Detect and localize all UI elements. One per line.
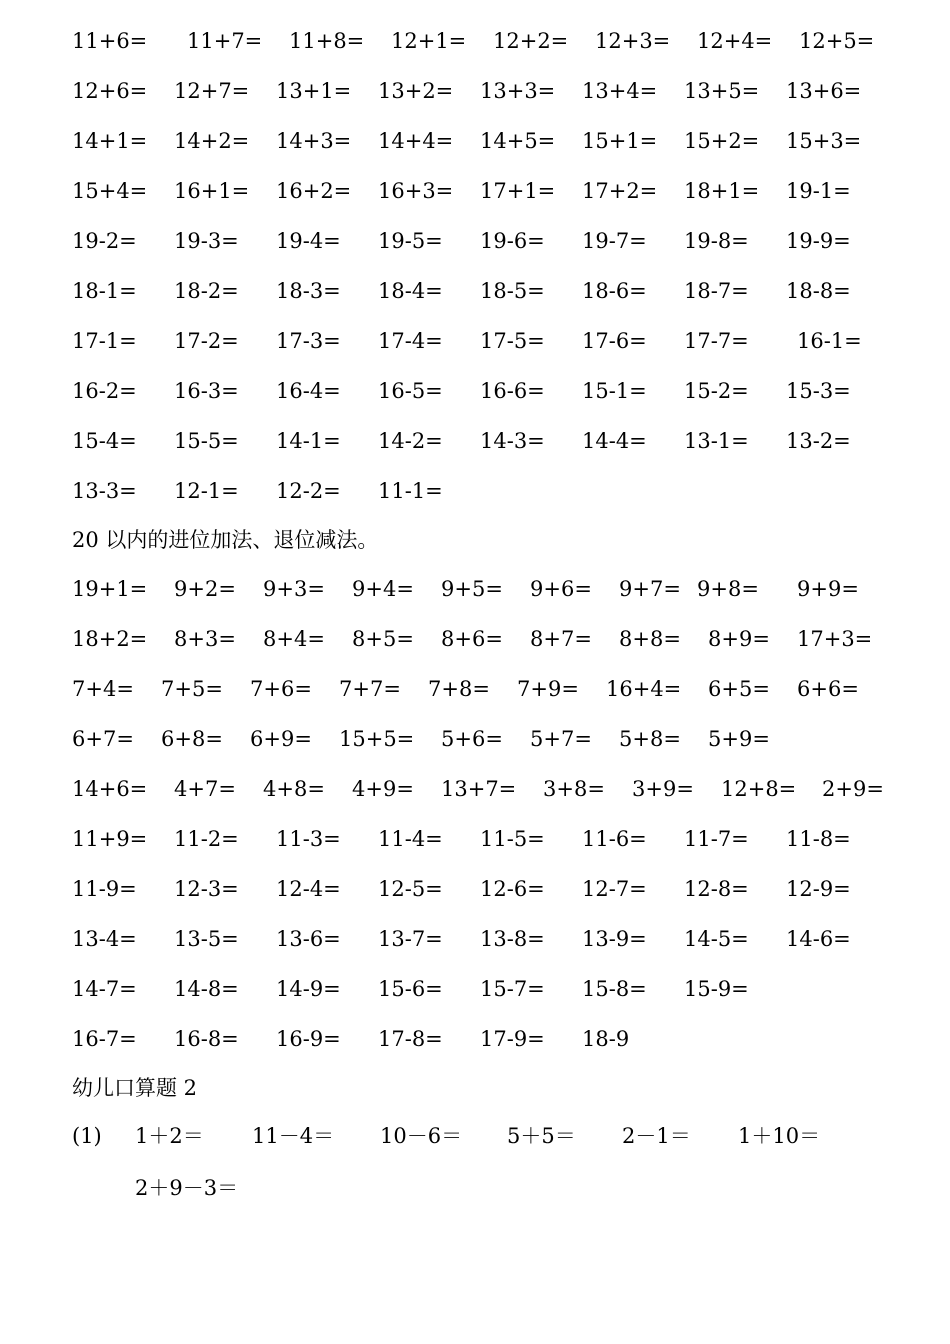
math-problem: 15+1= <box>582 129 658 153</box>
math-problem: 16-3= <box>174 379 239 403</box>
math-problem: 14+3= <box>276 129 352 153</box>
math-problem: 11－4＝ <box>252 1124 335 1148</box>
math-problem: 11+8= <box>289 29 365 53</box>
math-problem: 13+5= <box>684 79 760 103</box>
math-problem: 11-5= <box>480 827 545 851</box>
math-problem: 14+1= <box>72 129 148 153</box>
math-problem: 16-6= <box>480 379 545 403</box>
math-problem: 6+5= <box>708 677 770 701</box>
math-problem: 19-7= <box>582 229 647 253</box>
math-problem: 13-7= <box>378 927 443 951</box>
math-problem: 17-7= <box>684 329 749 353</box>
math-problem: 16-8= <box>174 1027 239 1051</box>
math-problem: 4+9= <box>352 777 414 801</box>
math-problem: 18-2= <box>174 279 239 303</box>
problem-row <box>0 173 950 209</box>
math-problem: 17+2= <box>582 179 658 203</box>
math-problem: 14-1= <box>276 429 341 453</box>
problem-row <box>0 123 950 159</box>
math-problem: 11-4= <box>378 827 443 851</box>
math-problem: 12-7= <box>582 877 647 901</box>
math-problem: 18-9 <box>582 1027 630 1051</box>
math-problem: 2+9= <box>822 777 884 801</box>
math-problem: 14-5= <box>684 927 749 951</box>
math-problem: 12-4= <box>276 877 341 901</box>
math-problem: 6+9= <box>250 727 312 751</box>
math-problem: 17-1= <box>72 329 137 353</box>
math-problem: 16+4= <box>606 677 682 701</box>
problem-row <box>0 323 950 359</box>
math-problem: 13+3= <box>480 79 556 103</box>
problem-row <box>0 921 950 957</box>
math-problem: 12+3= <box>595 29 671 53</box>
math-problem: 9+4= <box>352 577 414 601</box>
math-problem: 12-6= <box>480 877 545 901</box>
math-problem: 12+8= <box>721 777 797 801</box>
math-problem: 13+4= <box>582 79 658 103</box>
math-problem: 9+2= <box>174 577 236 601</box>
math-problem: 15+5= <box>339 727 415 751</box>
problem-row <box>0 871 950 907</box>
math-problem: 18-3= <box>276 279 341 303</box>
math-problem: 5+8= <box>619 727 681 751</box>
math-problem: 16-9= <box>276 1027 341 1051</box>
math-problem: 13+1= <box>276 79 352 103</box>
math-problem: 11-3= <box>276 827 341 851</box>
math-problem: 12-1= <box>174 479 239 503</box>
math-problem: 8+3= <box>174 627 236 651</box>
problem-row <box>0 571 950 607</box>
math-problem: 17-2= <box>174 329 239 353</box>
math-problem: 18-4= <box>378 279 443 303</box>
math-problem: 15-7= <box>480 977 545 1001</box>
math-problem: 15-5= <box>174 429 239 453</box>
math-problem: 11-8= <box>786 827 851 851</box>
math-problem: 19-1= <box>786 179 851 203</box>
math-problem: 15-1= <box>582 379 647 403</box>
math-problem: 16-2= <box>72 379 137 403</box>
math-problem: 12-3= <box>174 877 239 901</box>
math-problem: 13-9= <box>582 927 647 951</box>
math-problem: 17+1= <box>480 179 556 203</box>
section-heading-carry-borrow: 20 以内的进位加法、退位减法。 <box>72 528 379 552</box>
math-problem: 3+9= <box>632 777 694 801</box>
problem-row <box>0 273 950 309</box>
math-problem: 18+1= <box>684 179 760 203</box>
math-problem: 5＋5＝ <box>507 1124 576 1148</box>
problem-row <box>0 373 950 409</box>
math-problem: 15+3= <box>786 129 862 153</box>
math-problem: 14+6= <box>72 777 148 801</box>
math-problem: 15-4= <box>72 429 137 453</box>
math-problem: 11-9= <box>72 877 137 901</box>
math-problem: 11-2= <box>174 827 239 851</box>
math-problem: 11-1= <box>378 479 443 503</box>
math-problem: 15+4= <box>72 179 148 203</box>
math-problem: 5+6= <box>441 727 503 751</box>
problem-row <box>0 73 950 109</box>
math-problem: 7+6= <box>250 677 312 701</box>
problem-row <box>0 671 950 707</box>
math-problem: 6+7= <box>72 727 134 751</box>
math-problem: 9+6= <box>530 577 592 601</box>
math-problem: 17-6= <box>582 329 647 353</box>
math-problem: 17+3= <box>797 627 873 651</box>
math-problem: 11-6= <box>582 827 647 851</box>
math-problem: 5+7= <box>530 727 592 751</box>
math-problem: 8+5= <box>352 627 414 651</box>
math-problem: 16-1= <box>797 329 862 353</box>
problem-row <box>0 771 950 807</box>
math-problem: 17-8= <box>378 1027 443 1051</box>
math-problem: 7+8= <box>428 677 490 701</box>
math-problem: 19-3= <box>174 229 239 253</box>
math-problem: 8+6= <box>441 627 503 651</box>
math-problem: 9+9= <box>797 577 859 601</box>
section-heading-kids-arithmetic: 幼儿口算题 2 <box>72 1076 198 1100</box>
math-problem: 2＋9－3＝ <box>135 1176 239 1200</box>
math-problem: 11+7= <box>187 29 263 53</box>
math-problem: 14+5= <box>480 129 556 153</box>
problem-row <box>0 621 950 657</box>
math-problem: 12-5= <box>378 877 443 901</box>
problem-row <box>0 1021 950 1057</box>
math-problem: 15-6= <box>378 977 443 1001</box>
math-problem: 1＋2＝ <box>135 1124 204 1148</box>
math-problem: 19-2= <box>72 229 137 253</box>
math-problem: 19-9= <box>786 229 851 253</box>
math-problem: 15-8= <box>582 977 647 1001</box>
math-problem: 2－1＝ <box>622 1124 691 1148</box>
math-problem: 18+2= <box>72 627 148 651</box>
math-problem: 15-9= <box>684 977 749 1001</box>
math-problem: 12-2= <box>276 479 341 503</box>
math-problem: 7+7= <box>339 677 401 701</box>
math-problem: 19-4= <box>276 229 341 253</box>
math-problem: 5+9= <box>708 727 770 751</box>
math-problem: 13+6= <box>786 79 862 103</box>
math-problem: 12+4= <box>697 29 773 53</box>
math-problem: 13-1= <box>684 429 749 453</box>
math-problem: 14-4= <box>582 429 647 453</box>
math-problem: 17-9= <box>480 1027 545 1051</box>
math-problem: 14-2= <box>378 429 443 453</box>
problem-row <box>0 821 950 857</box>
problem-row <box>0 1118 950 1154</box>
problem-row <box>0 971 950 1007</box>
problem-row <box>0 1170 950 1206</box>
math-problem: 9+3= <box>263 577 325 601</box>
math-problem: 9+7= <box>619 577 681 601</box>
math-problem: 8+8= <box>619 627 681 651</box>
math-problem: 8+7= <box>530 627 592 651</box>
math-problem: 17-4= <box>378 329 443 353</box>
math-problem: 15-2= <box>684 379 749 403</box>
math-problem: 12+5= <box>799 29 875 53</box>
math-problem: 12+2= <box>493 29 569 53</box>
math-problem: 14-3= <box>480 429 545 453</box>
math-problem: 8+4= <box>263 627 325 651</box>
math-problem: 18-5= <box>480 279 545 303</box>
math-problem: 17-5= <box>480 329 545 353</box>
math-problem: 18-6= <box>582 279 647 303</box>
math-problem: 7+4= <box>72 677 134 701</box>
math-problem: 10－6＝ <box>380 1124 463 1148</box>
math-problem: 7+5= <box>161 677 223 701</box>
math-problem: 19-8= <box>684 229 749 253</box>
math-problem: 11-7= <box>684 827 749 851</box>
math-problem: 18-7= <box>684 279 749 303</box>
math-problem: 12+6= <box>72 79 148 103</box>
math-problem: 8+9= <box>708 627 770 651</box>
math-problem: 15+2= <box>684 129 760 153</box>
math-problem: 6+8= <box>161 727 223 751</box>
math-problem: 3+8= <box>543 777 605 801</box>
math-problem: 16+1= <box>174 179 250 203</box>
math-problem: 16+3= <box>378 179 454 203</box>
math-problem: 14-6= <box>786 927 851 951</box>
math-problem: 11+6= <box>72 29 148 53</box>
problem-row <box>0 223 950 259</box>
math-problem: 9+8= <box>697 577 759 601</box>
math-problem: 16+2= <box>276 179 352 203</box>
math-problem: 14+2= <box>174 129 250 153</box>
math-problem: 7+9= <box>517 677 579 701</box>
math-problem: 16-4= <box>276 379 341 403</box>
math-problem: 13-2= <box>786 429 851 453</box>
math-problem: 14-7= <box>72 977 137 1001</box>
math-problem: 11+9= <box>72 827 148 851</box>
math-problem: 9+5= <box>441 577 503 601</box>
math-problem: 18-8= <box>786 279 851 303</box>
problem-row <box>0 423 950 459</box>
math-problem: 12+1= <box>391 29 467 53</box>
math-problem: 12-9= <box>786 877 851 901</box>
math-problem: 13-4= <box>72 927 137 951</box>
math-problem: 18-1= <box>72 279 137 303</box>
math-problem: 12+7= <box>174 79 250 103</box>
math-problem: 15-3= <box>786 379 851 403</box>
math-problem: 4+8= <box>263 777 325 801</box>
math-problem: 13-5= <box>174 927 239 951</box>
math-problem: 19+1= <box>72 577 148 601</box>
math-problem: 13+2= <box>378 79 454 103</box>
math-problem: 13-8= <box>480 927 545 951</box>
math-problem: 16-5= <box>378 379 443 403</box>
math-problem: 13-6= <box>276 927 341 951</box>
math-problem: 17-3= <box>276 329 341 353</box>
math-problem: 13+7= <box>441 777 517 801</box>
math-problem: 14-9= <box>276 977 341 1001</box>
math-problem: 6+6= <box>797 677 859 701</box>
math-problem: 19-6= <box>480 229 545 253</box>
problem-row <box>0 721 950 757</box>
math-problem: 14-8= <box>174 977 239 1001</box>
problem-row <box>0 473 950 509</box>
problem-row <box>0 23 950 59</box>
math-problem: 12-8= <box>684 877 749 901</box>
problem-group-label: (1) <box>72 1124 102 1148</box>
math-problem: 4+7= <box>174 777 236 801</box>
math-problem: 13-3= <box>72 479 137 503</box>
math-problem: 1＋10＝ <box>738 1124 821 1148</box>
math-problem: 19-5= <box>378 229 443 253</box>
math-problem: 16-7= <box>72 1027 137 1051</box>
math-problem: 14+4= <box>378 129 454 153</box>
